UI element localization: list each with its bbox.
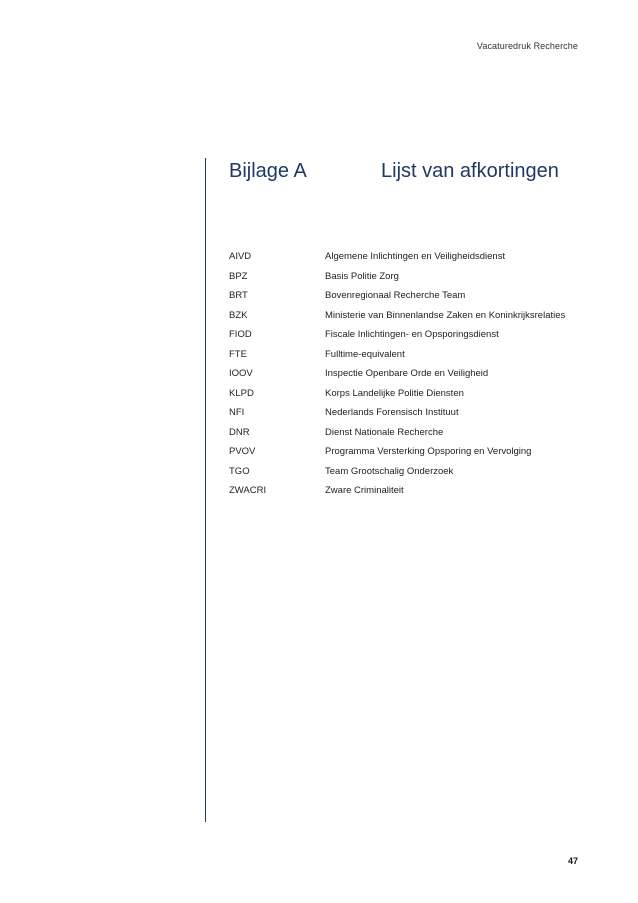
abbreviation-meaning: Ministerie van Binnenlandse Zaken en Koninkrijksrelaties	[325, 309, 566, 321]
abbreviation-row	[229, 388, 589, 408]
abbreviation-code: IOOV	[229, 368, 253, 379]
page-number: 47	[567, 856, 578, 866]
vertical-rule	[205, 158, 206, 822]
abbreviation-meaning: Basis Politie Zorg	[325, 270, 399, 282]
abbreviation-meaning: Algemene Inlichtingen en Veiligheidsdienst	[325, 251, 506, 262]
abbreviation-meaning: Dienst Nationale Recherche	[325, 426, 444, 438]
appendix-title	[229, 160, 578, 190]
abbreviation-meaning: Fulltime-equivalent	[325, 348, 405, 360]
running-header: Vacaturedruk Recherche	[476, 41, 578, 51]
abbreviation-row	[229, 446, 589, 466]
abbreviation-code: DNR	[229, 426, 250, 438]
abbreviation-meaning: Zware Criminaliteit	[325, 485, 404, 496]
abbreviation-row	[229, 290, 589, 310]
abbreviation-meaning: Bovenregionaal Recherche Team	[325, 290, 466, 301]
abbreviation-meaning: Nederlands Forensisch Instituut	[325, 407, 459, 418]
appendix-label: Bijlage A	[229, 160, 307, 182]
abbreviation-row	[229, 466, 589, 486]
abbreviation-row	[229, 349, 589, 369]
abbreviation-code: PVOV	[229, 446, 256, 457]
abbreviation-code: BPZ	[229, 270, 248, 282]
abbreviation-row	[229, 310, 589, 330]
abbreviation-row	[229, 407, 589, 427]
abbreviation-code: BRT	[229, 290, 248, 301]
abbreviation-row	[229, 271, 589, 291]
abbreviation-code: FTE	[229, 348, 247, 360]
abbreviation-meaning: Fiscale Inlichtingen- en Opsporingsdienst	[325, 329, 499, 340]
abbreviation-row	[229, 427, 589, 447]
abbreviation-code: FIOD	[229, 329, 252, 340]
abbreviation-row	[229, 251, 589, 271]
abbreviation-row	[229, 485, 589, 505]
abbreviation-meaning: Programma Versterking Opsporing en Vervolging	[325, 446, 532, 457]
abbreviation-meaning: Korps Landelijke Politie Diensten	[325, 387, 464, 399]
abbreviation-code: AIVD	[229, 251, 252, 262]
abbreviation-code: KLPD	[229, 387, 254, 399]
abbreviation-row	[229, 329, 589, 349]
abbreviation-list	[229, 251, 589, 505]
abbreviation-code: BZK	[229, 309, 248, 321]
abbreviation-code: TGO	[229, 465, 250, 477]
abbreviation-meaning: Inspectie Openbare Orde en Veiligheid	[325, 368, 489, 379]
abbreviation-code: NFI	[229, 407, 245, 418]
abbreviation-code: ZWACRI	[229, 485, 267, 496]
appendix-heading: Lijst van afkortingen	[381, 160, 559, 182]
abbreviation-meaning: Team Grootschalig Onderzoek	[325, 465, 454, 477]
abbreviation-row	[229, 368, 589, 388]
